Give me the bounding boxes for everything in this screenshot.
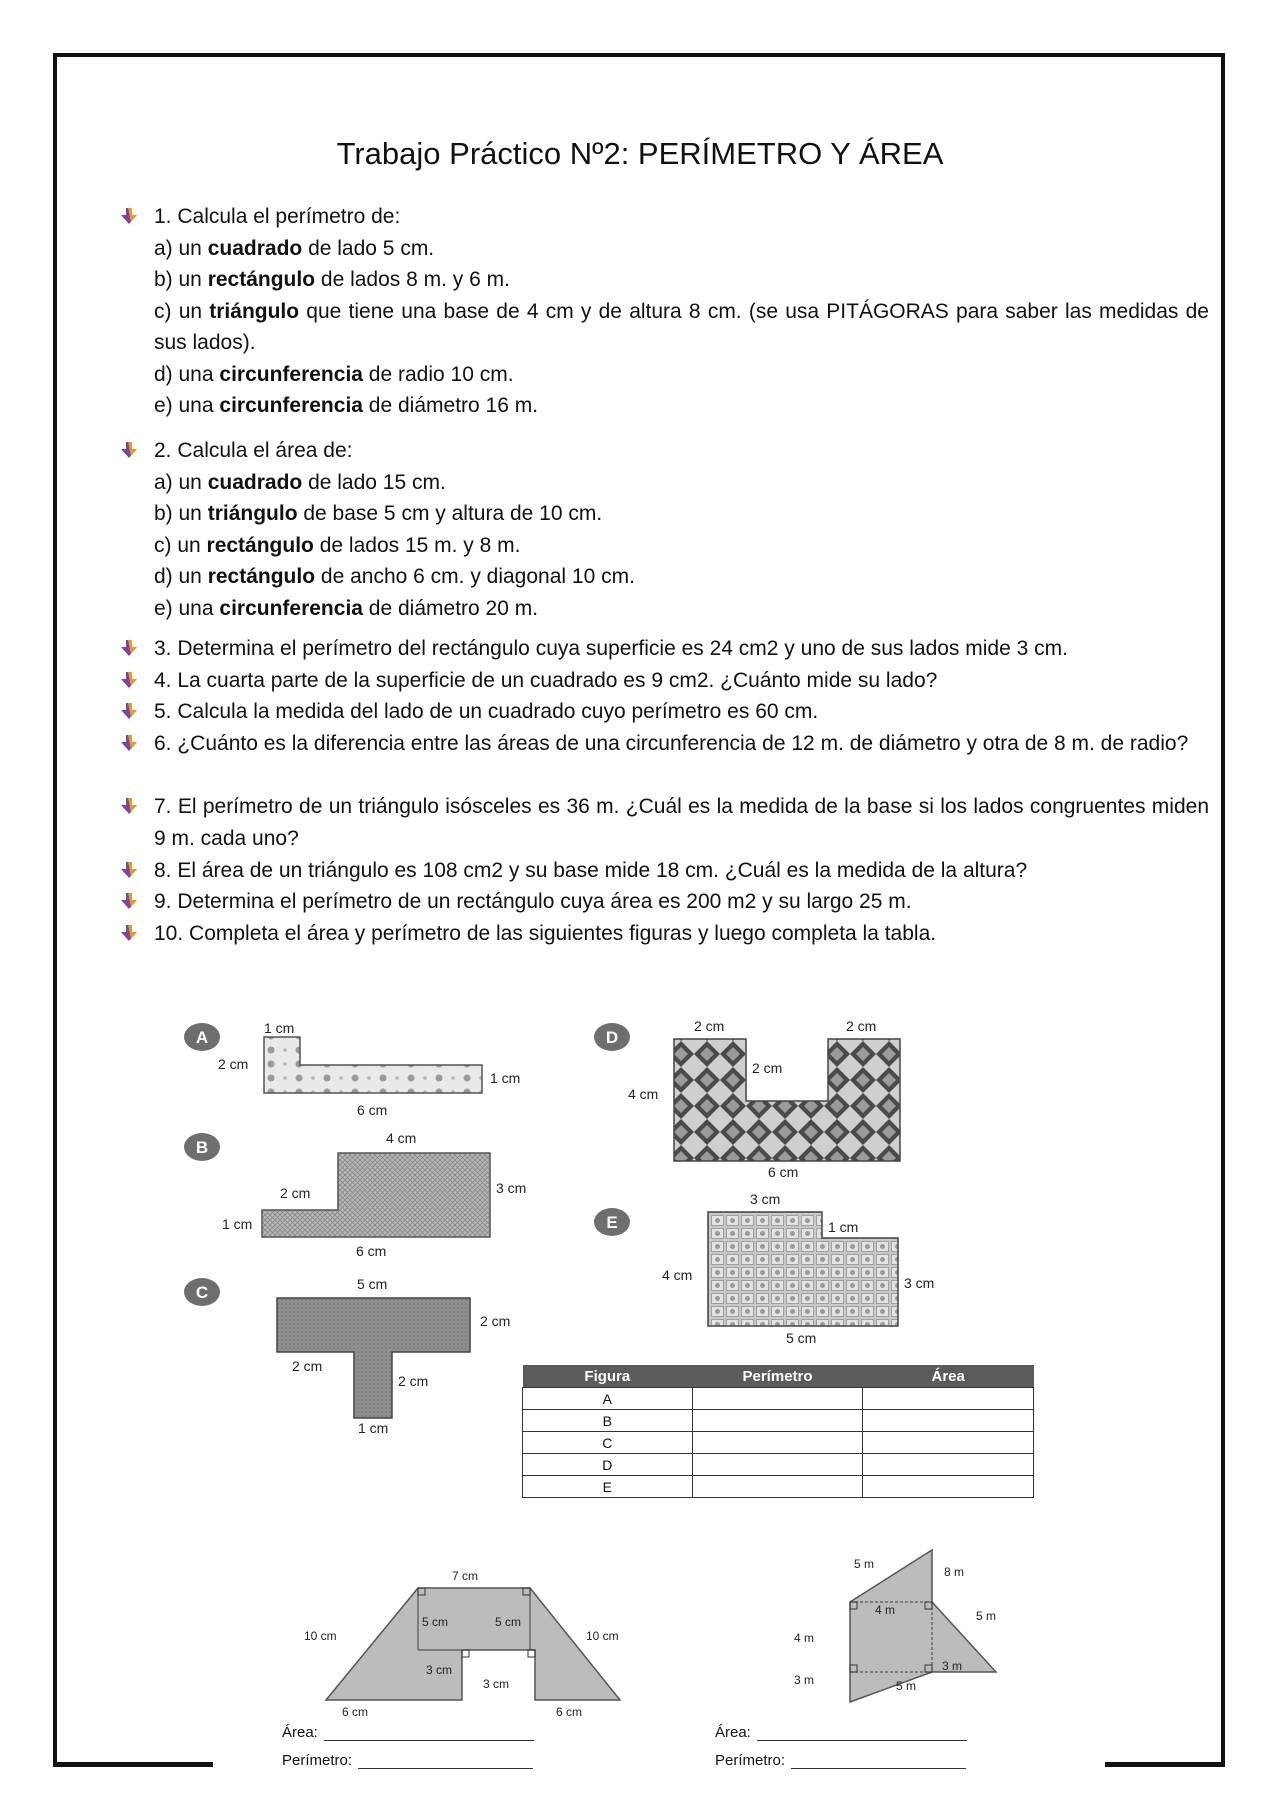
perimeter-label: Perímetro: <box>282 1752 353 1769</box>
svg-text:2 cm: 2 cm <box>694 1018 725 1034</box>
area-label: Área: <box>282 1724 318 1741</box>
table-cell-perimeter[interactable] <box>692 1432 863 1454</box>
table-header-figura: Figura <box>523 1365 693 1388</box>
exercise-8 <box>154 855 1209 887</box>
exercise-line: 2. Calcula el área de: <box>154 439 353 462</box>
exercise-10 <box>154 918 1209 950</box>
figure-c-badge <box>184 1278 220 1306</box>
exercise-2 <box>154 435 1209 624</box>
svg-text:4 cm: 4 cm <box>386 1130 417 1146</box>
table-cell-area[interactable] <box>863 1410 1034 1432</box>
exercise-line: b) un triángulo de base 5 cm y altura de 10 cm. <box>154 502 603 525</box>
svg-text:E: E <box>606 1213 618 1232</box>
figure-b-badge <box>184 1133 220 1161</box>
figure-d <box>590 1015 930 1180</box>
table-cell-perimeter[interactable] <box>692 1410 863 1432</box>
exercise-7 <box>154 791 1209 854</box>
svg-text:3 m: 3 m <box>794 1673 815 1687</box>
svg-text:2 cm: 2 cm <box>218 1056 249 1072</box>
trapezoid-area-answer[interactable] <box>282 1724 534 1741</box>
arrow-bullet-icon <box>120 924 138 942</box>
arrow-bullet-icon <box>120 671 138 689</box>
exercise-4 <box>154 665 1209 697</box>
svg-text:4 cm: 4 cm <box>662 1267 693 1283</box>
page-frame-bottom-left <box>53 1762 213 1767</box>
table-cell-perimeter[interactable] <box>692 1388 863 1410</box>
svg-text:2 cm: 2 cm <box>480 1313 511 1329</box>
svg-text:3 cm: 3 cm <box>483 1677 510 1691</box>
exercise-line: a) un cuadrado de lado 15 cm. <box>154 470 446 494</box>
arrow-bullet-icon <box>120 861 138 879</box>
svg-text:3 cm: 3 cm <box>496 1180 527 1196</box>
exercise-line: c) un rectángulo de lados 15 m. y 8 m. <box>154 533 521 557</box>
svg-text:3 m: 3 m <box>942 1659 963 1673</box>
svg-text:3 cm: 3 cm <box>426 1663 453 1677</box>
table-header-row <box>523 1365 1034 1388</box>
svg-text:5 cm: 5 cm <box>357 1276 388 1292</box>
figure-e-badge <box>594 1208 630 1236</box>
svg-text:3 cm: 3 cm <box>904 1275 935 1291</box>
table-cell-perimeter[interactable] <box>692 1454 863 1476</box>
table-cell-figure: B <box>523 1410 693 1432</box>
exercise-3 <box>154 633 1209 665</box>
exercise-line: c) un triángulo que tiene una base de 4 cm y de altura 8 cm. (se usa PITÁGORAS para saber las medidas de sus lados). <box>154 299 1209 354</box>
exercise-1 <box>154 201 1209 422</box>
arrow-bullet-icon <box>120 441 138 459</box>
svg-text:5 m: 5 m <box>854 1557 875 1571</box>
svg-text:5 m: 5 m <box>976 1609 997 1623</box>
svg-text:6 cm: 6 cm <box>357 1102 388 1118</box>
svg-text:10 cm: 10 cm <box>304 1629 337 1643</box>
table-row <box>523 1432 1034 1454</box>
svg-text:6 cm: 6 cm <box>356 1243 387 1259</box>
svg-text:B: B <box>195 1138 209 1157</box>
table-cell-area[interactable] <box>863 1476 1034 1498</box>
table-cell-figure: E <box>523 1476 693 1498</box>
svg-text:2 cm: 2 cm <box>398 1373 429 1389</box>
svg-text:4 m: 4 m <box>875 1603 896 1617</box>
exercise-line: 8. El área de un triángulo es 108 cm2 y su base mide 18 cm. ¿Cuál es la medida de la altura? <box>154 859 1028 882</box>
table-cell-area[interactable] <box>863 1432 1034 1454</box>
svg-text:2 cm: 2 cm <box>292 1358 323 1374</box>
exercise-line: 3. Determina el perímetro del rectángulo cuya superficie es 24 cm2 y uno de sus lados mide 3 cm. <box>154 637 1068 660</box>
figure-b <box>180 1125 540 1260</box>
svg-text:1 cm: 1 cm <box>264 1020 295 1036</box>
svg-text:5 cm: 5 cm <box>786 1330 817 1346</box>
svg-text:4 cm: 4 cm <box>628 1086 659 1102</box>
page-frame-bottom-right <box>1105 1762 1225 1767</box>
table-row <box>523 1410 1034 1432</box>
arrow-bullet-icon <box>120 639 138 657</box>
table-header-area: Área <box>863 1365 1034 1388</box>
arrow-bullet-icon <box>120 702 138 720</box>
exercise-line: 1. Calcula el perímetro de: <box>154 205 401 228</box>
svg-text:1 cm: 1 cm <box>222 1216 253 1232</box>
svg-text:2 cm: 2 cm <box>846 1018 877 1034</box>
svg-text:D: D <box>605 1028 619 1047</box>
svg-text:1 cm: 1 cm <box>828 1219 859 1235</box>
exercise-line: e) una circunferencia de diámetro 16 m. <box>154 394 539 417</box>
svg-text:A: A <box>195 1028 209 1047</box>
svg-text:3 cm: 3 cm <box>750 1191 781 1207</box>
svg-text:10 cm: 10 cm <box>586 1629 619 1643</box>
results-table <box>522 1365 1034 1498</box>
composite-perimeter-answer[interactable] <box>715 1752 966 1769</box>
exercise-line: a) un cuadrado de lado 5 cm. <box>154 236 435 260</box>
page-title: Trabajo Práctico Nº2: PERÍMETRO Y ÁREA <box>336 136 944 171</box>
figure-a-badge <box>184 1023 220 1051</box>
svg-text:5 cm: 5 cm <box>422 1615 449 1629</box>
svg-text:5 m: 5 m <box>896 1679 917 1693</box>
exercise-line: e) una circunferencia de diámetro 20 m. <box>154 596 539 620</box>
table-cell-area[interactable] <box>863 1454 1034 1476</box>
svg-text:7 cm: 7 cm <box>452 1569 479 1583</box>
figure-c <box>180 1270 540 1440</box>
exercise-line: 7. El perímetro de un triángulo isósceles es 36 m. ¿Cuál es la medida de la base si los lados congruentes miden 9 m. cada uno? <box>154 795 1209 850</box>
exercise-line: 6. ¿Cuánto es la diferencia entre las áreas de una circunferencia de 12 m. de diámetro y otra de 8 m. de radio? <box>154 732 1189 755</box>
svg-text:6 cm: 6 cm <box>342 1705 369 1719</box>
composite-triangle-figure <box>780 1550 1010 1720</box>
svg-text:C: C <box>195 1283 209 1302</box>
arrow-bullet-icon <box>120 797 138 815</box>
perimeter-label: Perímetro: <box>715 1752 786 1769</box>
svg-text:2 cm: 2 cm <box>280 1185 311 1201</box>
table-row <box>523 1454 1034 1476</box>
exercise-5 <box>154 696 1209 728</box>
arrow-bullet-icon <box>120 207 138 225</box>
svg-text:5 cm: 5 cm <box>495 1615 522 1629</box>
exercise-9 <box>154 886 1209 918</box>
composite-area-answer[interactable] <box>715 1724 967 1741</box>
area-label: Área: <box>715 1724 751 1741</box>
arrow-bullet-icon <box>120 892 138 910</box>
svg-text:6 cm: 6 cm <box>556 1705 583 1719</box>
table-cell-figure: A <box>523 1388 693 1410</box>
exercise-6 <box>154 728 1209 760</box>
table-row <box>523 1476 1034 1498</box>
arrow-bullet-icon <box>120 734 138 752</box>
svg-text:2 cm: 2 cm <box>752 1060 783 1076</box>
exercise-line: d) un rectángulo de ancho 6 cm. y diagonal 10 cm. <box>154 565 635 588</box>
table-cell-figure: C <box>523 1432 693 1454</box>
figure-e <box>590 1188 935 1348</box>
svg-text:1 cm: 1 cm <box>358 1420 389 1436</box>
table-row <box>523 1388 1034 1410</box>
trapezoid-figure <box>290 1560 640 1720</box>
table-header-perimetro: Perímetro <box>692 1365 863 1388</box>
trapezoid-perimeter-answer[interactable] <box>282 1752 533 1769</box>
svg-text:6 cm: 6 cm <box>768 1164 799 1180</box>
exercise-line: d) una circunferencia de radio 10 cm. <box>154 362 514 386</box>
exercise-line: 10. Completa el área y perímetro de las siguientes figuras y luego completa la tabla. <box>154 922 937 945</box>
exercise-line: 9. Determina el perímetro de un rectángulo cuya área es 200 m2 y su largo 25 m. <box>154 890 912 913</box>
exercise-line: 4. La cuarta parte de la superficie de un cuadrado es 9 cm2. ¿Cuánto mide su lado? <box>154 669 938 692</box>
exercise-line: 5. Calcula la medida del lado de un cuadrado cuyo perímetro es 60 cm. <box>154 700 819 723</box>
svg-text:1 cm: 1 cm <box>490 1070 521 1086</box>
exercise-line: b) un rectángulo de lados 8 m. y 6 m. <box>154 268 510 291</box>
table-cell-area[interactable] <box>863 1388 1034 1410</box>
figure-a <box>180 1015 540 1130</box>
table-cell-figure: D <box>523 1454 693 1476</box>
table-cell-perimeter[interactable] <box>692 1476 863 1498</box>
svg-text:4 m: 4 m <box>794 1631 815 1645</box>
svg-text:8 m: 8 m <box>944 1565 965 1579</box>
figure-d-badge <box>594 1023 630 1051</box>
